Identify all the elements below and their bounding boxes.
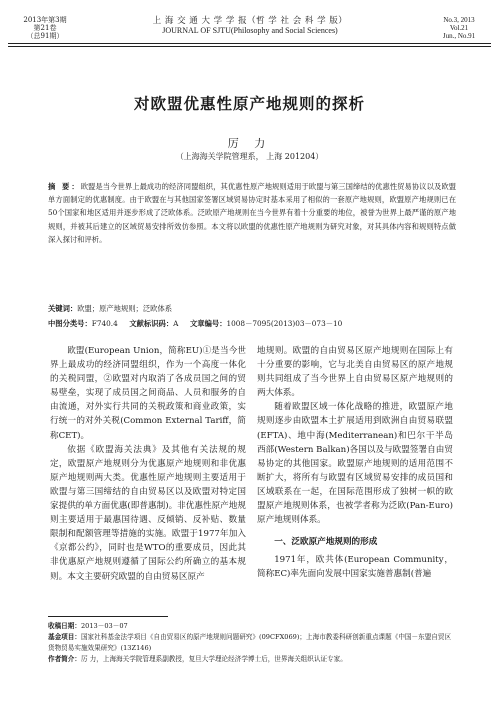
abstract xyxy=(48,180,456,246)
body-paragraph: 随着欧盟区域一体化战略的推进，欧盟原产地规则逐步由欧盟本土扩展适用到欧洲自由贸易联盟(EFTA)、地中海(Mediterranean)和巴尔干半岛西部(Western Balkan)各国以及与欧盟签署自由贸易协定的其他国家。欧盟原产地规则的适用范围不断扩大，将所有与欧盟有区域贸易安排的成员国和区域联系在一起，在国际范围形成了独树一帜的欧盟原产地规则体系，也被学者称为泛欧(Pan-Euro)原产地规则体系。 xyxy=(257,402,453,526)
keywords-label: 关键词： xyxy=(48,304,78,313)
journal-name-en: JOURNAL OF SJTU(Philosophy and Social Sciences) xyxy=(162,26,338,35)
issue-info-en xyxy=(429,16,489,40)
fund-label: 基金项目： xyxy=(48,633,81,641)
author-bio-value: 厉 力，上海海关学院管理系副教授，复旦大学理论经济学博士后，世界海关组织认证专家。 xyxy=(80,655,347,663)
keywords xyxy=(48,303,456,315)
footnote-rule xyxy=(48,616,168,617)
header-rule-thick xyxy=(8,43,491,44)
volume-en: Vol.21 xyxy=(449,24,469,32)
date-en: Jun., No.91 xyxy=(442,32,476,40)
article-id-label: 文章编号： xyxy=(190,319,227,328)
clc-number: F740.4 xyxy=(91,319,118,328)
total-issue-line: （总91期） xyxy=(26,32,64,40)
doc-code: A xyxy=(173,319,179,328)
issue-line: 2013年第3期 xyxy=(23,16,67,24)
body-column-left xyxy=(50,344,246,584)
author-bio-label: 作者简介： xyxy=(48,655,81,663)
received-label: 收稿日期： xyxy=(48,622,81,630)
journal-name xyxy=(110,16,390,36)
classification-line xyxy=(48,318,468,330)
issue-info xyxy=(10,16,80,40)
author-bio xyxy=(48,654,456,665)
body-paragraph: 地规则。欧盟的自由贸易区原产地规则在国际上有十分重要的影响，它与北美自由贸易区的原产地规则共同组成了当今世界上自由贸易区原产地规则的两大体系。 xyxy=(257,346,453,399)
issue-number-en: No.3, 2013 xyxy=(443,16,475,24)
body-column-right xyxy=(257,344,453,582)
body-paragraph: 欧盟(European Union，简称EU)①是当今世界上最成功的经济同盟组织，作为一个高度一体化的关税同盟，②欧盟对内取消了各成员国之间的贸易壁垒，实现了成员国之间商品、人员和服务的自由流通，对外实行共同的关税政策和商业政策，实行统一的对外关税(Common External Tariff，简称CET)。 xyxy=(50,346,246,441)
doc-code-label: 文献标识码： xyxy=(129,319,174,328)
section-heading: 一、泛欧原产地规则的形成 xyxy=(274,537,378,548)
article-id: 1008－7095(2013)03－073－10 xyxy=(226,319,343,328)
body-paragraph: 依据《欧盟海关法典》及其他有关法规的规定，欧盟原产地规则分为优惠原产地规则和非优惠原产地规则两大类。优惠性原产地规则主要适用于欧盟与第三国缔结的自由贸易区以及欧盟对特定国家提供的单方面优惠(即普惠制)。非优惠性原产地规则主要适用于最惠国待遇、反倾销、反补贴、数量限制和配额管理等措施的实施。欧盟于1977年加入《京都公约》，同时也是WTO的重要成员，因此其非优惠原产地规则遵循了国际公约所确立的基本规则。本文主要研究欧盟的自由贸易区原产 xyxy=(50,444,246,582)
article-author: 厉 力 xyxy=(227,137,272,150)
fund-value: 国家社科基金法学项目《自由贸易区的原产地规则问题研究》(09CFX069)；上海市教委科研创新重点课题《中国－东盟自贸区货物贸易实施效果研究》(13Z146) xyxy=(48,633,452,652)
clc-label: 中图分类号： xyxy=(48,319,92,328)
footnotes xyxy=(48,621,456,665)
abstract-text: 欧盟是当今世界上最成功的经济同盟组织，其优惠性原产地规则适用于欧盟与第三国缔结的优惠性贸易协议以及欧盟单方面制定的优惠制度。由于欧盟在与其他国家签署区域贸易协定时基本采用了相似的一套原产地规则，欧盟原产地规则已在50个国家和地区适用并逐步形成了泛欧体系。泛欧原产地规则在当今世界有着十分重要的地位，被誉为世界上最严谨的原产地规则，并被其后建立的区域贸易安排所效仿参照。本文将以欧盟的优惠性原产地规则为研究对象，对其具体内容和规则特点做深入探讨和评析。 xyxy=(48,182,456,244)
author-affiliation: （上海海关学院管理系， 上海 201204） xyxy=(175,152,324,161)
received-date xyxy=(48,621,456,632)
journal-name-cn: 上 海 交 通 大 学 学 报（哲 学 社 会 科 学 版） xyxy=(152,16,348,26)
body-paragraph: 1971年，欧共体(European Community，简称EC)率先面向发展中国家实施普惠制(普遍 xyxy=(257,555,453,580)
received-value: 2013－03－07 xyxy=(80,622,128,630)
abstract-label: 摘 要： xyxy=(48,182,81,191)
volume-line: 第21卷 xyxy=(33,24,57,32)
article-title: 对欧盟优惠性原产地规则的探析 xyxy=(133,95,365,113)
fund-note xyxy=(48,632,456,654)
keywords-text: 欧盟；原产地规则；泛欧体系 xyxy=(77,304,173,313)
header-rule-thin xyxy=(8,46,491,47)
